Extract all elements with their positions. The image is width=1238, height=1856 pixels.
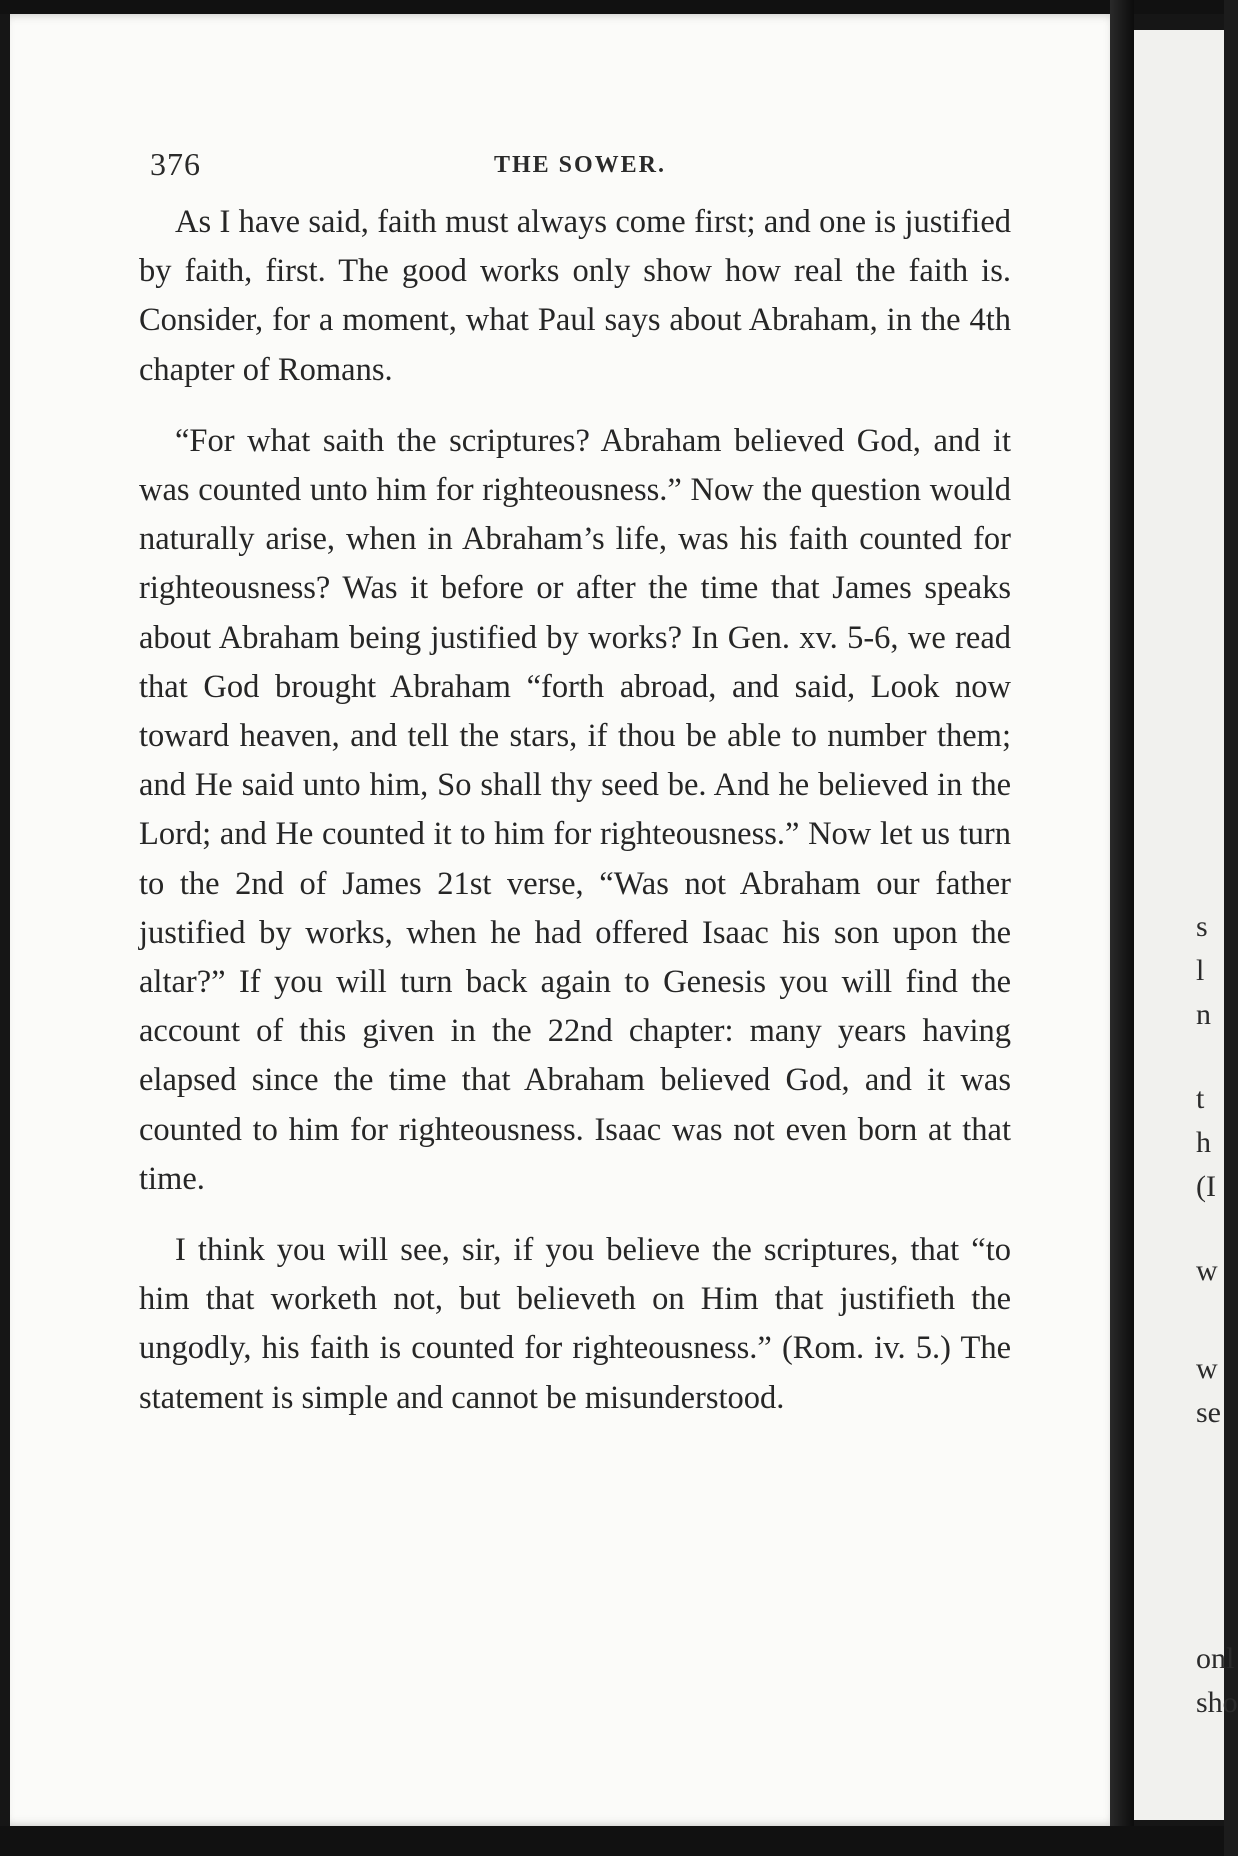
running-title: THE SOWER. — [493, 152, 667, 178]
paragraph-1: As I have said, faith must always come first; and one is justified by faith, first. The good works only show how real the faith is. Consider, for a moment, what Paul says about Abraham, in the 4th chapter of Romans. — [139, 204, 1011, 388]
adjacent-page-edge — [1134, 30, 1238, 1820]
scan-bottom-edge — [0, 1826, 1224, 1856]
page-number: 376 — [150, 146, 201, 182]
adjacent-text-fragment: (I — [1196, 1170, 1216, 1203]
adjacent-text-fragment: sho — [1196, 1686, 1238, 1719]
adjacent-text-fragment: w — [1196, 1352, 1218, 1385]
body-text — [139, 198, 1011, 1445]
book-gutter — [1110, 0, 1134, 1856]
adjacent-text-fragment: h — [1196, 1126, 1211, 1159]
adjacent-text-fragment: n — [1196, 998, 1211, 1031]
adjacent-text-fragment: onl — [1196, 1642, 1235, 1675]
adjacent-text-fragment: l — [1196, 954, 1205, 987]
adjacent-text-fragment: s — [1196, 910, 1208, 943]
adjacent-text-fragment: t — [1196, 1082, 1205, 1115]
paragraph-3: I think you will see, sir, if you believe the scriptures, that “to him that worketh not, but believeth on Him that justifieth the ungodly, his faith is counted for righteousness.” (Rom. iv. 5.) The statement is simple and cannot be misunderstood. — [139, 1232, 1011, 1416]
page-header — [140, 146, 1020, 186]
adjacent-text-fragment: w — [1196, 1254, 1218, 1287]
scan-top-edge — [0, 0, 1224, 14]
adjacent-text-fragment: se — [1196, 1396, 1221, 1429]
paragraph-2: “For what saith the scriptures? Abraham believed God, and it was counted unto him for righteousness.” Now the question would naturally arise, when in Abraham’s life, was his faith counted for righteousness? Was it before or after the time that James speaks about Abraham being justified by works? In Gen. xv. 5-6, we read that God brought Abraham “forth abroad, and said, Look now toward heaven, and tell the stars, if thou be able to number them; and He said unto him, So shall thy seed be. And he believed in the Lord; and He counted it to him for righteousness.” Now let us turn to the 2nd of James 21st verse, “Was not Abraham our father justified by works, when he had offered Isaac his son upon the altar?” If you will turn back again to Genesis you will find the account of this given in the 22nd chapter: many years having elapsed since the time that Abraham believed God, and it was counted to him for righteousness. Isaac was not even born at that time. — [139, 422, 1011, 1197]
